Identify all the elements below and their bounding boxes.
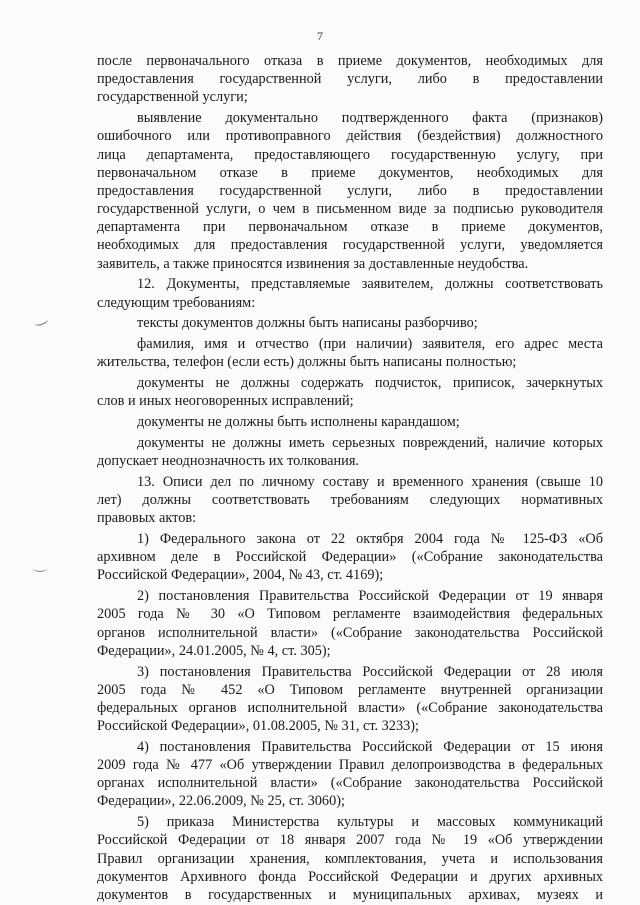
paragraph-line: предоставления государственной услуги, либо в предоставлении [97, 71, 603, 88]
paragraph-line: государственной услуги; [97, 89, 248, 106]
paragraph-line: документы не должны иметь серьезных повреждений, наличие которых [137, 434, 603, 451]
paragraph-line: 2005 года № 30 «О Типовом регламенте взаимодействия федеральных [97, 606, 603, 623]
paragraph-line: слов и иных неоговоренных исправлений; [97, 393, 354, 410]
paragraph [97, 663, 603, 736]
paragraph-line: 12. Документы, представляемые заявителем, должны соответствовать [137, 276, 603, 293]
paragraph-line: фамилия, имя и отчество (при наличии) заявителя, его адрес места [137, 336, 603, 353]
paragraph-line: 5) приказа Министерства культуры и массовых коммуникаций [137, 814, 603, 831]
paragraph-line: 13. Описи дел по личному составу и временного хранения (свыше 10 [137, 473, 603, 490]
paragraph [97, 374, 603, 410]
paragraph-line: документов в государственных и муниципальных архивах, музеях и [97, 886, 603, 903]
margin-pen-mark [33, 316, 48, 327]
paragraph [97, 52, 603, 107]
document-body [97, 52, 603, 904]
page-number: 7 [317, 29, 323, 43]
paragraph [97, 109, 603, 273]
paragraph-line: необходимых для предоставления государственной услуги, уведомляется [97, 237, 603, 254]
paragraph-line: Правил организации хранения, комплектования, учета и использования [97, 850, 603, 867]
paragraph [97, 434, 603, 470]
paragraph-line: 2) постановления Правительства Российской Федерации от 19 января [137, 588, 603, 605]
paragraph-line: Федерации», 24.01.2005, № 4, ст. 305); [97, 642, 331, 659]
margin-pen-mark [33, 565, 47, 572]
paragraph-line: 1) Федерального закона от 22 октября 2004 года № 125-ФЗ «Об [137, 531, 603, 548]
paragraph-line: правовых актов: [97, 510, 197, 527]
paragraph-line: следующим требованиям: [97, 294, 256, 311]
paragraph-line: Российской Федерации», 01.08.2005, № 31, ст. 3233); [97, 718, 419, 735]
paragraph [97, 314, 603, 332]
paragraph-line: документы не должны содержать подчисток, приписок, зачеркнутых [137, 375, 603, 392]
paragraph-line: допускает неоднозначность их толкования. [97, 453, 359, 470]
paragraph-line: Федерации», 22.06.2009, № 25, ст. 3060); [97, 793, 345, 810]
paragraph-line: лица департамента, предоставляющего государственную услугу, при [97, 146, 603, 163]
paragraph [97, 473, 603, 528]
paragraph-line: выявление документально подтвержденного факта (признаков) [137, 110, 603, 127]
paragraph-line: 3) постановления Правительства Российской Федерации от 28 июля [137, 663, 603, 680]
paragraph-line: ошибочного или противоправного действия (бездействия) должностного [97, 128, 603, 145]
paragraph [97, 413, 603, 431]
paragraph-line: документов Архивного фонда Российской Федерации и других архивных [97, 868, 603, 885]
paragraph-line: первоначальном отказе в приеме документов, необходимых для [97, 164, 603, 181]
paragraph [97, 275, 603, 311]
paragraph-line: после первоначального отказа в приеме документов, необходимых для [97, 53, 603, 69]
paragraph-line: лет) должны соответствовать требованиям следующих нормативных [97, 492, 603, 509]
paragraph-line: Российской Федерации», 2004, № 43, ст. 4169); [97, 567, 384, 584]
paragraph [97, 587, 603, 660]
paragraph-line: 2005 года № 452 «О Типовом регламенте внутренней организации [97, 681, 603, 698]
paragraph-line: органов исполнительной власти» («Собрание законодательства Российской [97, 624, 603, 641]
paragraph [97, 335, 603, 371]
paragraph-line: жительства, телефон (если есть) должны быть написаны полностью; [97, 354, 517, 371]
paragraph-line: 4) постановления Правительства Российской Федерации от 15 июня [137, 738, 603, 755]
paragraph-line: Российской Федерации от 18 января 2007 года № 19 «Об утверждении [97, 832, 603, 849]
paragraph [97, 813, 603, 904]
paragraph-line: документы не должны быть исполнены карандашом; [137, 414, 460, 431]
paragraph-line: федеральных органов исполнительной власти» («Собрание законодательства [97, 699, 603, 716]
paragraph-line: тексты документов должны быть написаны разборчиво; [137, 315, 478, 332]
paragraph-line: заявитель, а также приносятся извинения за доставленные неудобства. [97, 255, 529, 272]
paragraph [97, 738, 603, 811]
paragraph-line: предоставления государственной услуги, либо в предоставлении [97, 182, 603, 199]
paragraph-line: департамента при первоначальном отказе в приеме документов, [97, 219, 603, 236]
paragraph-line: 2009 года № 477 «Об утверждении Правил делопроизводства в федеральных [97, 757, 603, 774]
paragraph-line: государственной услуги, о чем в письменном виде за подписью руководителя [97, 201, 603, 218]
paragraph [97, 530, 603, 585]
paragraph-line: архивном деле в Российской Федерации» («Собрание законодательства [97, 549, 603, 566]
paragraph-line: органах исполнительной власти» («Собрание законодательства Российской [97, 775, 603, 792]
